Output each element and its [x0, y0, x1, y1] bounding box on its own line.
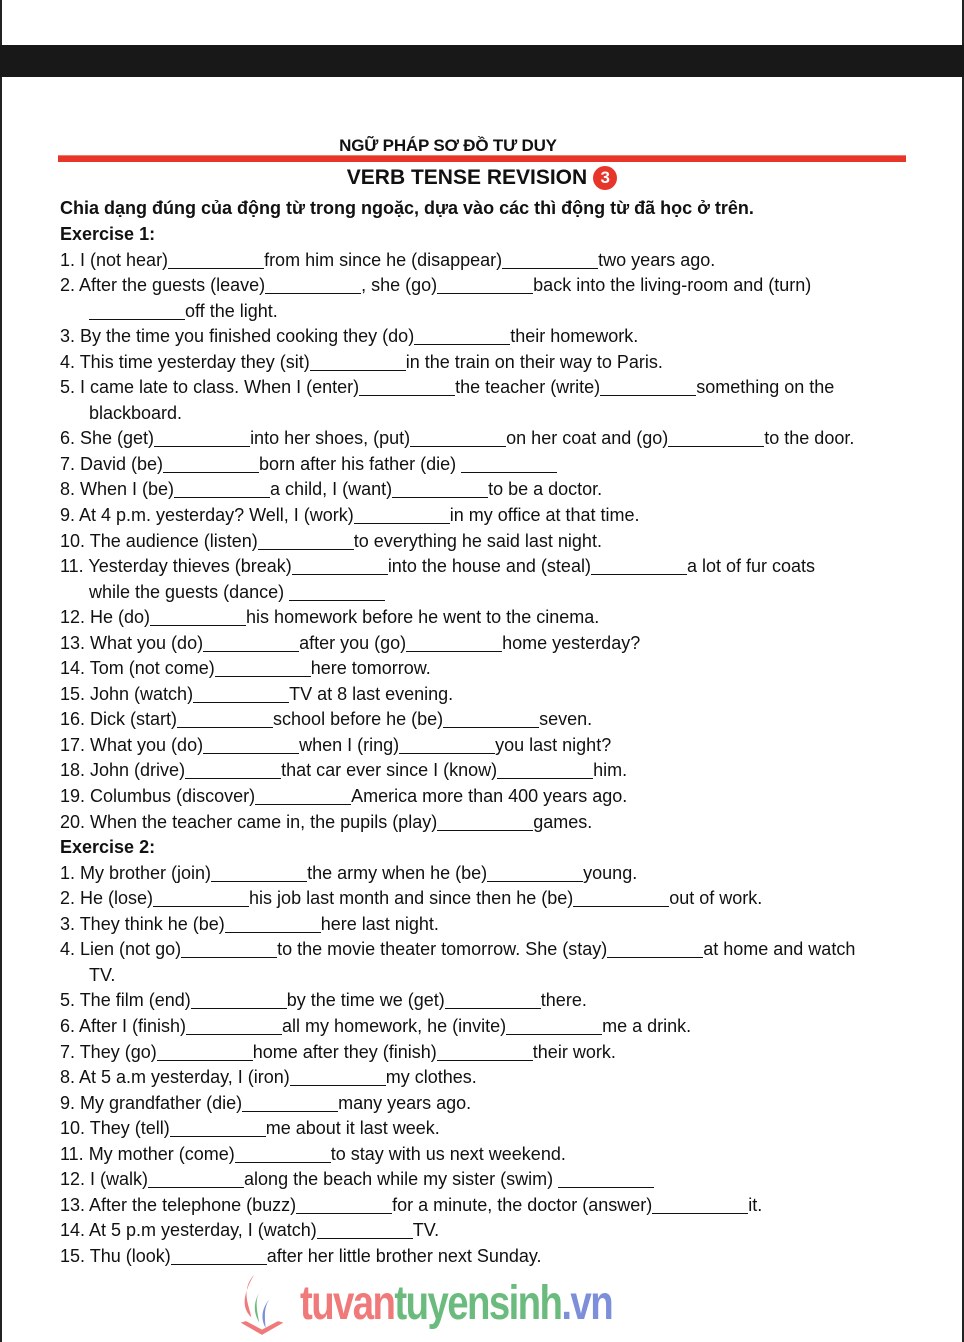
answer-blank[interactable]	[437, 1042, 533, 1061]
answer-blank[interactable]	[177, 709, 273, 728]
item-text: 8. When I (be)	[60, 479, 175, 500]
item-text: games.	[533, 811, 593, 832]
exercise-item	[60, 988, 940, 1014]
answer-blank[interactable]	[497, 760, 593, 779]
item-text: 18. John (drive)	[60, 760, 186, 781]
answer-blank[interactable]	[359, 377, 455, 396]
exercise-item	[60, 529, 940, 555]
answer-blank[interactable]	[410, 428, 506, 447]
item-text: me a drink.	[602, 1015, 692, 1036]
item-text: along the beach while my sister (swim)	[244, 1169, 559, 1190]
item-text: 12. He (do)	[60, 607, 151, 628]
item-text: 11. Yesterday thieves (break)	[60, 556, 292, 577]
item-text: 11. My mother (come)	[60, 1143, 235, 1164]
exercise-item	[60, 1167, 940, 1193]
item-text: many years ago.	[338, 1092, 472, 1113]
item-text: that car ever since I (know)	[281, 760, 498, 781]
item-text: to everything he said last night.	[353, 530, 602, 551]
exercise-item	[60, 937, 940, 963]
item-text: 13. After the telephone (buzz)	[60, 1194, 297, 1215]
watermark-flame-logo	[232, 1272, 292, 1336]
item-text: 9. My grandfather (die)	[60, 1092, 243, 1113]
answer-blank[interactable]	[600, 377, 696, 396]
exercise-item	[60, 810, 940, 836]
answer-blank[interactable]	[163, 454, 259, 473]
item-text: 4. This time yesterday they (sit)	[60, 351, 310, 372]
red-divider	[58, 155, 906, 162]
item-text: seven.	[539, 709, 593, 730]
item-text: 4. Lien (not go)	[60, 939, 182, 960]
item-text: 12. I (walk)	[60, 1169, 149, 1190]
item-text: TV at 8 last evening.	[289, 683, 454, 704]
item-text: me about it last week.	[265, 1118, 440, 1139]
answer-blank[interactable]	[171, 1246, 267, 1265]
item-text: at home and watch	[703, 939, 856, 960]
answer-blank[interactable]	[203, 735, 299, 754]
item-text: to the movie theater tomorrow. She (stay)	[277, 939, 608, 960]
answer-blank[interactable]	[591, 556, 687, 575]
number-badge: 3	[593, 166, 617, 190]
answer-blank[interactable]	[290, 1067, 386, 1086]
answer-blank[interactable]	[174, 479, 270, 498]
exercise-item	[60, 733, 940, 759]
item-text: TV.	[412, 1220, 440, 1241]
item-text: their homework.	[510, 326, 639, 347]
item-text: school before he (be)	[273, 709, 444, 730]
answer-blank[interactable]	[215, 658, 311, 677]
answer-blank[interactable]	[487, 863, 583, 882]
item-text: after you (go)	[299, 632, 407, 653]
answer-blank[interactable]	[437, 275, 533, 294]
answer-blank[interactable]	[255, 786, 351, 805]
item-text: there.	[540, 990, 587, 1011]
answer-blank[interactable]	[461, 454, 557, 473]
exercise-item-continuation	[60, 580, 940, 606]
answer-blank[interactable]	[310, 352, 406, 371]
answer-blank[interactable]	[437, 812, 533, 831]
item-text: something on the	[696, 377, 835, 398]
item-text: a child, I (want)	[270, 479, 393, 500]
item-text: 20. When the teacher came in, the pupils (play)	[60, 811, 438, 832]
item-text: two years ago.	[598, 249, 716, 270]
item-text: him.	[593, 760, 628, 781]
watermark-part: tuyensinh	[394, 1277, 562, 1330]
exercise-item	[60, 1116, 940, 1142]
answer-blank[interactable]	[573, 888, 669, 907]
item-text: into the house and (steal)	[387, 556, 591, 577]
answer-blank[interactable]	[203, 633, 299, 652]
answer-blank[interactable]	[399, 735, 495, 754]
answer-blank[interactable]	[148, 1169, 244, 1188]
exercise-list	[60, 222, 940, 1269]
watermark-text	[300, 1276, 612, 1332]
exercise-item	[60, 1091, 940, 1117]
item-text: here tomorrow.	[310, 658, 431, 679]
exercise-item	[60, 350, 940, 376]
answer-blank[interactable]	[153, 888, 249, 907]
item-text: 3. By the time you finished cooking they (do)	[60, 326, 415, 347]
item-text: here last night.	[320, 913, 439, 934]
item-text: out of work.	[669, 888, 763, 909]
exercise-item	[60, 758, 940, 784]
item-text: 9. At 4 p.m. yesterday? Well, I (work)	[60, 505, 354, 526]
item-text: 2. After the guests (leave)	[60, 275, 266, 296]
answer-blank[interactable]	[150, 607, 246, 626]
answer-blank[interactable]	[193, 684, 289, 703]
answer-blank[interactable]	[317, 1220, 413, 1239]
item-text: in the train on their way to Paris.	[405, 351, 663, 372]
item-text: home yesterday?	[502, 632, 641, 653]
exercise-item-continuation	[60, 401, 940, 427]
exercise-item-continuation	[60, 299, 940, 325]
item-text: a lot of fur coats	[686, 556, 816, 577]
answer-blank[interactable]	[296, 1195, 392, 1214]
item-text: 19. Columbus (discover)	[60, 786, 256, 807]
exercise-item	[60, 861, 940, 887]
answer-blank[interactable]	[89, 301, 185, 320]
item-text: 1. My brother (join)	[60, 862, 212, 883]
exercise-item	[60, 1065, 940, 1091]
answer-blank[interactable]	[170, 1118, 266, 1137]
exercise-item	[60, 1244, 940, 1270]
exercise-item	[60, 1014, 940, 1040]
answer-blank[interactable]	[235, 1144, 331, 1163]
answer-blank[interactable]	[181, 939, 277, 958]
answer-blank[interactable]	[265, 275, 361, 294]
item-text: 15. Thu (look)	[60, 1245, 171, 1266]
page-title	[0, 166, 964, 190]
item-text: on her coat and (go)	[506, 428, 669, 449]
item-text: 6. After I (finish)	[60, 1015, 187, 1036]
exercise-item	[60, 375, 940, 401]
item-text: 10. They (tell)	[60, 1118, 170, 1139]
answer-blank[interactable]	[258, 531, 354, 550]
exercise-item	[60, 912, 940, 938]
answer-blank[interactable]	[211, 863, 307, 882]
answer-blank[interactable]	[168, 250, 264, 269]
item-text: 8. At 5 a.m yesterday, I (iron)	[60, 1067, 290, 1088]
item-text: born after his father (die)	[259, 453, 462, 474]
item-text: 10. The audience (listen)	[60, 530, 258, 551]
answer-blank[interactable]	[185, 760, 281, 779]
answer-blank[interactable]	[558, 1169, 654, 1188]
exercise-item-continuation	[60, 963, 940, 989]
item-text: 1. I (not hear)	[60, 249, 169, 270]
answer-blank[interactable]	[502, 250, 598, 269]
item-text: 17. What you (do)	[60, 734, 204, 755]
exercise-item	[60, 452, 940, 478]
answer-blank[interactable]	[225, 914, 321, 933]
item-text: it.	[748, 1194, 763, 1215]
exercise-item	[60, 1193, 940, 1219]
exercise-item	[60, 605, 940, 631]
exercise-heading: Exercise 1:	[60, 224, 156, 244]
exercise-item	[60, 1218, 940, 1244]
answer-blank[interactable]	[607, 939, 703, 958]
book-subtitle: NGỮ PHÁP SƠ ĐỒ TƯ DUY	[339, 136, 557, 155]
item-text: 14. Tom (not come)	[60, 658, 215, 679]
answer-blank[interactable]	[392, 479, 488, 498]
answer-blank[interactable]	[443, 709, 539, 728]
answer-blank[interactable]	[242, 1093, 338, 1112]
item-text: the army when he (be)	[307, 862, 488, 883]
exercise-item	[60, 656, 940, 682]
item-text: his homework before he went to the cinema.	[246, 607, 600, 628]
exercise-item	[60, 477, 940, 503]
answer-blank[interactable]	[157, 1042, 253, 1061]
top-dark-band	[0, 45, 964, 77]
item-text: 14. At 5 p.m yesterday, I (watch)	[60, 1220, 317, 1241]
item-text: into her shoes, (put)	[250, 428, 411, 449]
item-text: 16. Dick (start)	[60, 709, 178, 730]
exercise-item	[60, 682, 940, 708]
exercise-item	[60, 1142, 940, 1168]
item-text: 3. They think he (be)	[60, 913, 225, 934]
item-text: back into the living-room and (turn)	[533, 275, 812, 296]
item-text: TV.	[89, 964, 116, 985]
item-text: their work.	[532, 1041, 616, 1062]
item-text: you last night?	[495, 734, 612, 755]
exercise-item	[60, 426, 940, 452]
item-text: in my office at that time.	[449, 505, 640, 526]
answer-blank[interactable]	[445, 990, 541, 1009]
answer-blank[interactable]	[191, 990, 287, 1009]
exercise-item	[60, 248, 940, 274]
item-text: 6. She (get)	[60, 428, 155, 449]
answer-blank[interactable]	[354, 505, 450, 524]
item-text: off the light.	[185, 300, 278, 321]
item-text: when I (ring)	[299, 734, 400, 755]
item-text: 7. They (go)	[60, 1041, 157, 1062]
exercise-item	[60, 631, 940, 657]
item-text: home after they (finish)	[252, 1041, 437, 1062]
answer-blank[interactable]	[414, 326, 510, 345]
exercise-item	[60, 324, 940, 350]
item-text: while the guests (dance)	[89, 581, 290, 602]
item-text: 13. What you (do)	[60, 632, 204, 653]
exercise-heading: Exercise 2:	[60, 837, 156, 858]
exercise-item	[60, 273, 940, 299]
watermark-part: tuvan	[300, 1277, 395, 1330]
exercise-item	[60, 886, 940, 912]
item-text: his job last month and since then he (be)	[249, 888, 574, 909]
watermark-part: .vn	[561, 1277, 613, 1330]
item-text: 7. David (be)	[60, 453, 164, 474]
item-text: my clothes.	[385, 1067, 477, 1088]
item-text: by the time we (get)	[286, 990, 445, 1011]
item-text: from him since he (disappear)	[264, 249, 503, 270]
answer-blank[interactable]	[506, 1016, 602, 1035]
item-text: America more than 400 years ago.	[351, 786, 628, 807]
item-text: the teacher (write)	[455, 377, 601, 398]
answer-blank[interactable]	[652, 1195, 748, 1214]
title-text: VERB TENSE REVISION	[346, 166, 588, 189]
exercise-item	[60, 1040, 940, 1066]
item-text: 15. John (watch)	[60, 683, 194, 704]
item-text: after her little brother next Sunday.	[266, 1245, 542, 1266]
answer-blank[interactable]	[668, 428, 764, 447]
item-text: 2. He (lose)	[60, 888, 154, 909]
item-text: all my homework, he (invite)	[282, 1015, 507, 1036]
item-text: to stay with us next weekend.	[330, 1143, 566, 1164]
item-text: young.	[583, 862, 638, 883]
answer-blank[interactable]	[406, 633, 502, 652]
item-text: 5. I came late to class. When I (enter)	[60, 377, 360, 398]
page-border-left	[0, 0, 2, 1342]
answer-blank[interactable]	[292, 556, 388, 575]
item-text: to be a doctor.	[488, 479, 603, 500]
item-text: 5. The film (end)	[60, 990, 191, 1011]
item-text: for a minute, the doctor (answer)	[392, 1194, 653, 1215]
answer-blank[interactable]	[186, 1016, 282, 1035]
answer-blank[interactable]	[154, 428, 250, 447]
instruction-text: Chia dạng đúng của động từ trong ngoặc, dựa vào các thì động từ đã học ở trên.	[60, 198, 754, 218]
item-text: , she (go)	[361, 275, 438, 296]
item-text: to the door.	[764, 428, 855, 449]
item-text: blackboard.	[89, 402, 183, 423]
exercise-item	[60, 784, 940, 810]
answer-blank[interactable]	[289, 582, 385, 601]
exercise-item	[60, 503, 940, 529]
exercise-item	[60, 554, 940, 580]
exercise-item	[60, 707, 940, 733]
